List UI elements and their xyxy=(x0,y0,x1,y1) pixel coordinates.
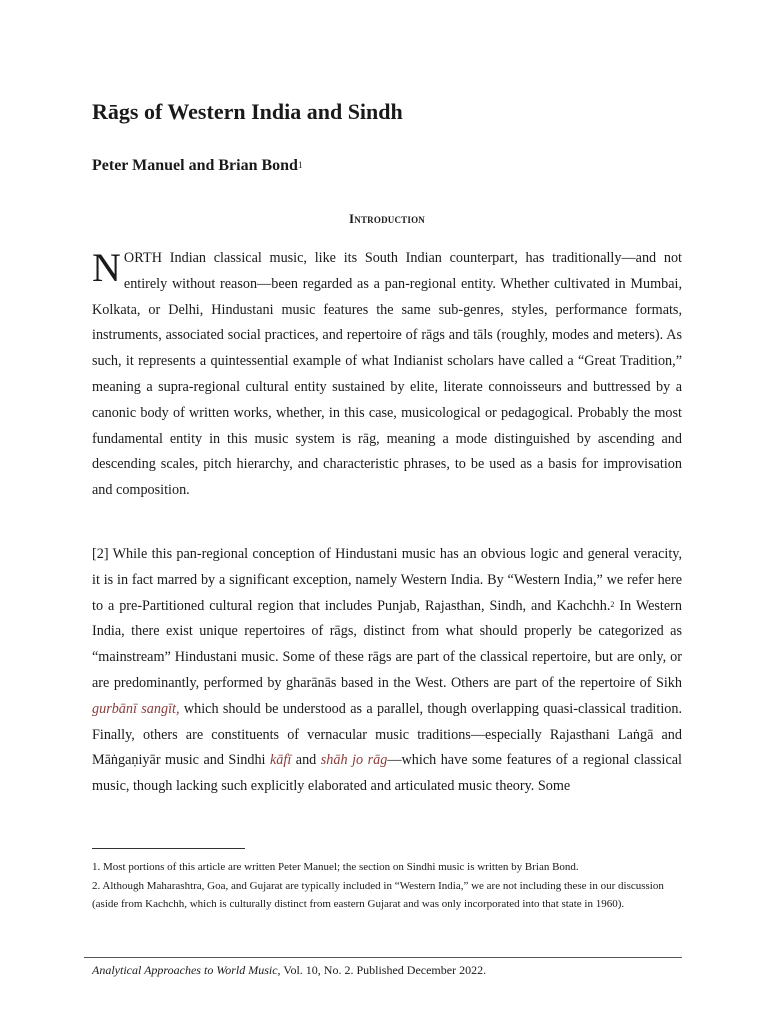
paragraph-1-text: Indian classical music, like its South Indian counterpart, has traditionally—and not entirely without reason—been regarded as a pan-regional entity. Whether cultivated in Mumbai, Kolkata, or Delhi, Hindustani music features the same sub-genres, styles, performance formats, instruments, associated social practices, and repertoire of rāgs and tāls (roughly, modes and meters). As such, it represents a quintessential example of what Indianist scholars have called a “Great Tradition,” meaning a supra-regional cultural entity sustained by elite, literate connoisseurs and buttressed by a canonic body of written works, whether, in this case, musicological or pedagogical. Probably the most fundamental entity in this music system is rāg, meaning a mode distinguished by ascending and descending scales, pitch hierarchy, and characteristic phrases, to be used as a basis for improvisation and composition. xyxy=(92,250,682,499)
footnotes xyxy=(92,858,682,914)
article-title: Rāgs of Western India and Sindh xyxy=(92,99,403,124)
paragraph-2 xyxy=(92,542,682,800)
paragraph-1 xyxy=(92,246,682,504)
footnote-divider xyxy=(92,848,245,849)
term-gurbani-sangit: gurbānī sangīt, xyxy=(92,700,180,717)
paragraph-2-part1: [2] While this pan-regional conception of Hindustani music has an obvious logic and general veracity, it is in fact marred by a significant exception, namely Western India. By “Western India,” we refer here to a pre-Partitioned cultural region that includes Punjab, Rajasthan, Sindh, and Kachchh. xyxy=(92,546,682,614)
journal-name: Analytical Approaches to World Music, xyxy=(92,963,281,977)
footnote-2: 2. Although Maharashtra, Goa, and Gujarat are typically included in “Western India,” we are not including these in our discussion (aside from Kachchh, which is culturally distinct from eastern Gujarat and was only incorporated into that state in 1960). xyxy=(92,879,664,910)
footnote-1: 1. Most portions of this article are written Peter Manuel; the section on Sindhi music is written by Brian Bond. xyxy=(92,861,579,873)
author-footnote-mark[interactable]: 1 xyxy=(297,160,303,170)
footnote-ref-2[interactable]: 2 xyxy=(610,599,615,609)
footer-divider xyxy=(84,957,682,958)
paragraph-2-part3: which should be understood as a parallel, though overlapping quasi-classical tradition. Finally, others are constituents of vernacular music traditions—especially Rajasthani Laṅgā and Māṅgaṇiyār music and Sindhi xyxy=(92,700,682,769)
term-shah-jo-rag: shāh jo rāg xyxy=(320,752,388,769)
paragraph-2-part2: In Western India, there exist unique repertoires of rāgs, distinct from what should properly be categorized as “mainstream” Hindustani music. Some of these rāgs are part of the classical repertoire, but are only, or are predominantly, performed by gharānās based in the West. Others are part of the repertoire of Sikh xyxy=(92,597,682,691)
section-heading-introduction: Introduction xyxy=(349,211,425,226)
paragraph-2-part4: and xyxy=(291,752,321,769)
first-word-small-caps: ORTH xyxy=(123,250,163,266)
publication-details: Vol. 10, No. 2. Published December 2022. xyxy=(280,963,487,977)
drop-cap: N xyxy=(92,245,121,290)
term-kafi: kāfī xyxy=(270,752,292,769)
page-footer xyxy=(92,961,682,979)
article-authors xyxy=(92,155,302,177)
paragraph-2-part5: —which have some features of a regional classical music, though lacking such explicitly elaborated and articulated music theory. Some xyxy=(92,752,682,795)
author-names: Peter Manuel and Brian Bond xyxy=(92,157,298,174)
